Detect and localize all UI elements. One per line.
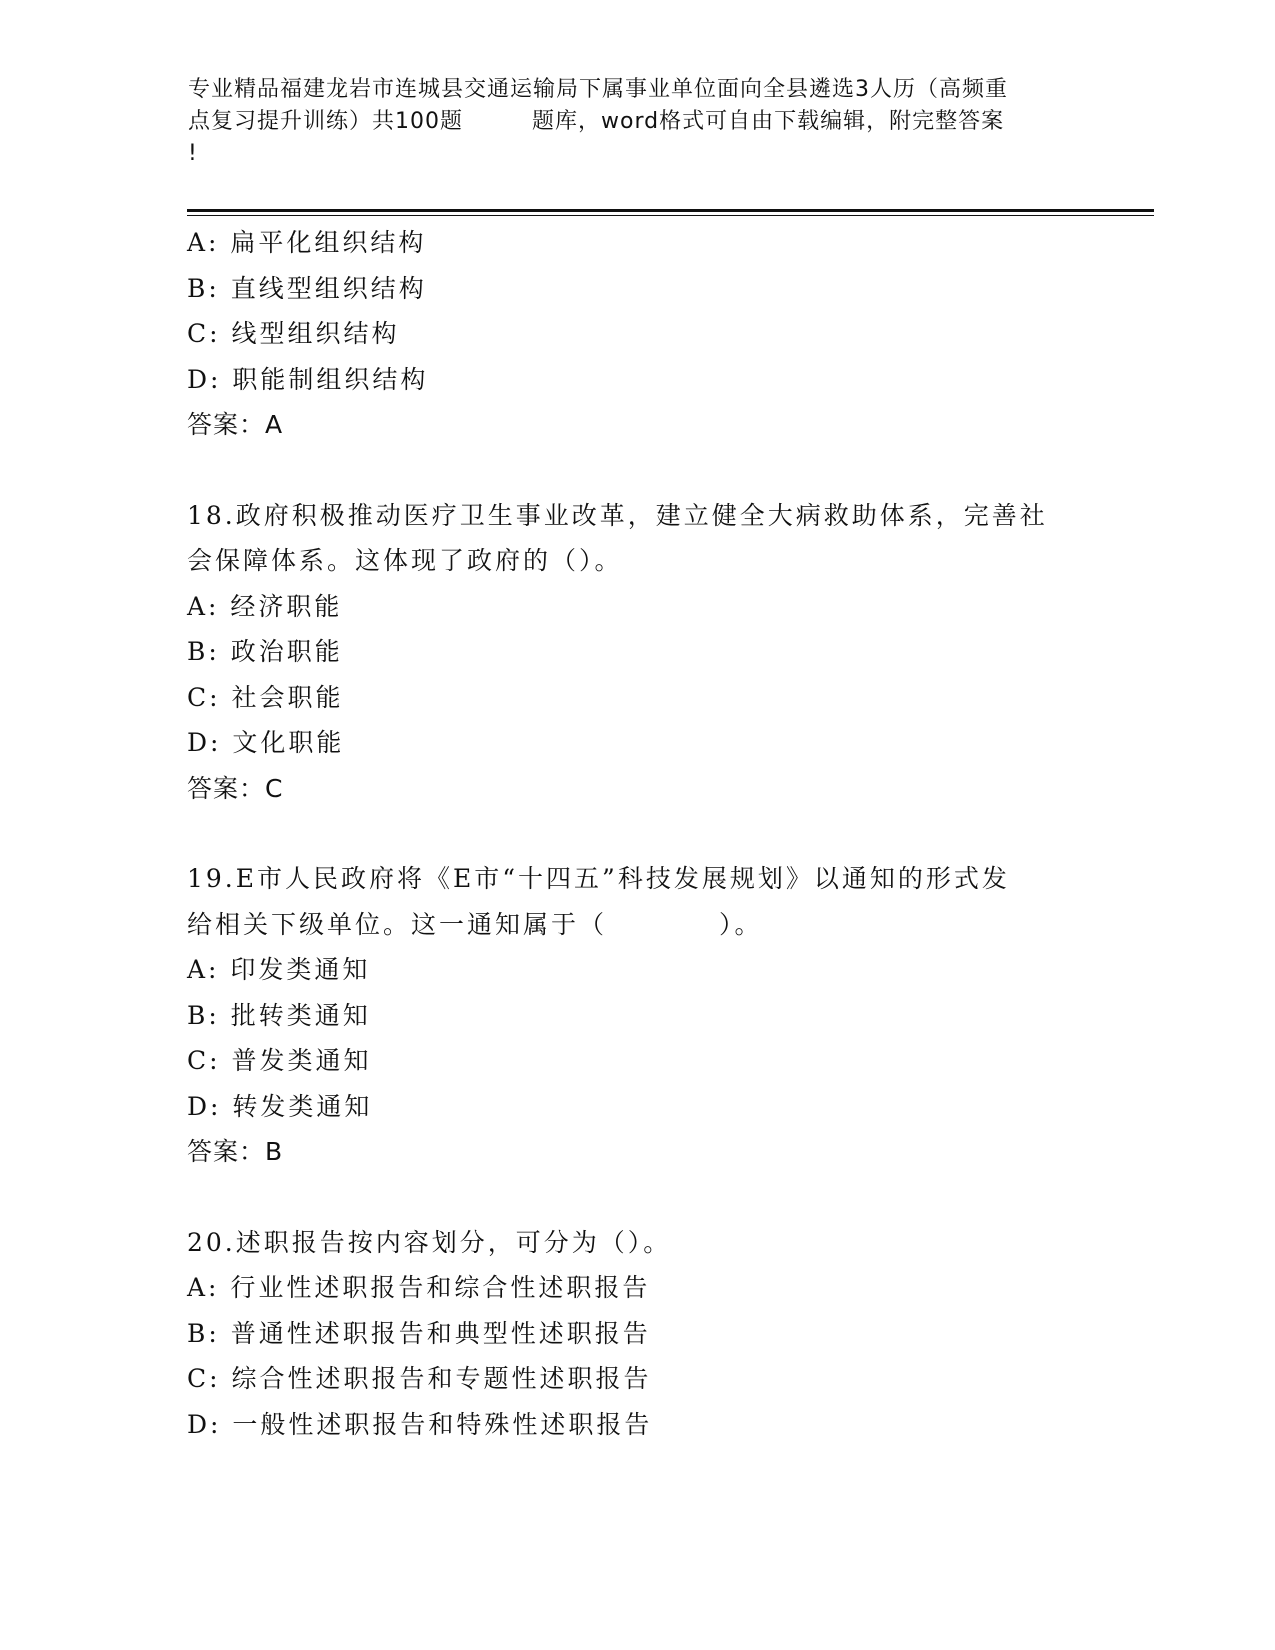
answer-line: 答案：A (187, 410, 284, 439)
option-c: C: 普发类通知 (187, 1046, 372, 1075)
question-18 (187, 493, 1087, 812)
option-d: D: 职能制组织结构 (187, 364, 429, 394)
document-header (188, 74, 1088, 170)
answer-line: 答案：C (187, 773, 284, 803)
option-d: D: 一般性述职报告和特殊性述职报告 (187, 1409, 653, 1439)
option-a: A: 印发类通知 (187, 955, 371, 984)
option-c: C: 社会职能 (187, 682, 344, 712)
option-b: B: 普通性述职报告和典型性述职报告 (187, 1318, 651, 1348)
question-17-partial (187, 220, 1087, 448)
header-line-1: 专业精品福建龙岩市连城县交通运输局下属事业单位面向全县遴选3人历（高频重 (188, 77, 1008, 102)
option-b: B: 直线型组织结构 (187, 273, 427, 303)
question-stem-line-2: 给相关下级单位。这一通知属于（ ）。 (187, 909, 763, 939)
question-stem-line-1: 19.E市人民政府将《E市“十四五”科技发展规划》以通知的形式发 (187, 864, 1010, 893)
option-a: A: 经济职能 (187, 591, 343, 621)
option-c: C: 线型组织结构 (187, 319, 400, 348)
header-divider-thick (187, 209, 1154, 212)
question-stem-line-1: 18.政府积极推动医疗卫生事业改革，建立健全大病救助体系，完善社 (187, 500, 1048, 530)
question-stem-line-1: 20.述职报告按内容划分，可分为（）。 (187, 1227, 672, 1257)
option-a: A: 行业性述职报告和综合性述职报告 (187, 1273, 651, 1302)
option-b: B: 政治职能 (187, 637, 343, 666)
question-list (187, 220, 1087, 1447)
option-c: C: 综合性述职报告和专题性述职报告 (187, 1364, 652, 1393)
option-a: A: 扁平化组织结构 (187, 228, 427, 257)
option-d: D: 转发类通知 (187, 1091, 373, 1121)
header-line-3: ! (188, 141, 198, 166)
option-d: D: 文化职能 (187, 728, 345, 757)
header-divider-thin (187, 215, 1154, 216)
option-b: B: 批转类通知 (187, 1000, 371, 1030)
question-20 (187, 1220, 1087, 1448)
header-line-2: 点复习提升训练）共100题 题库，word格式可自由下载编辑，附完整答案 (188, 109, 1005, 134)
question-stem-line-2: 会保障体系。这体现了政府的（）。 (187, 546, 623, 575)
question-19 (187, 856, 1087, 1175)
answer-line: 答案：B (187, 1137, 284, 1166)
